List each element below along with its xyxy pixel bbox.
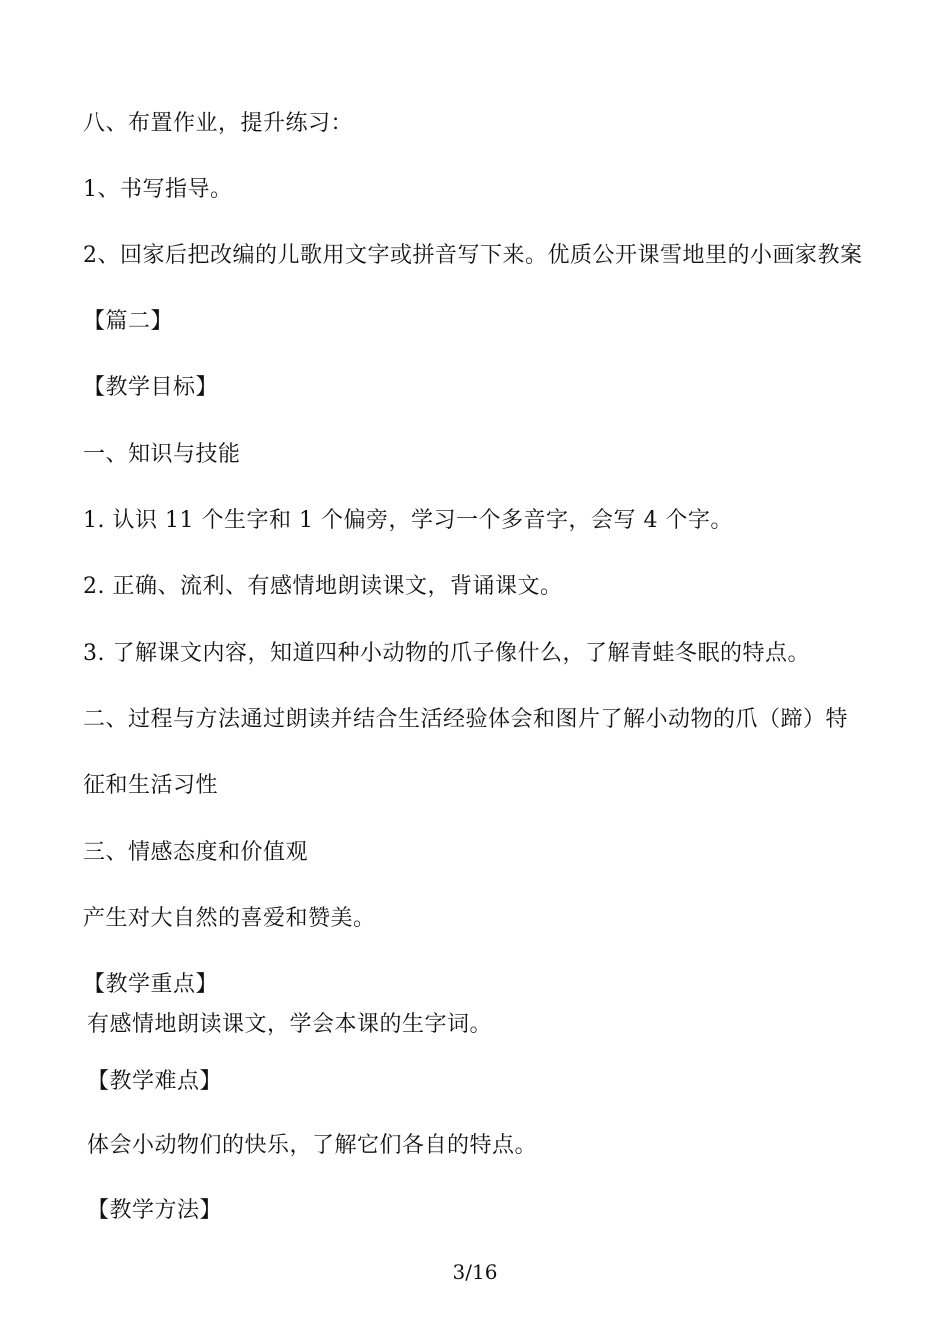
subheading-knowledge-skills: 一、知识与技能: [83, 442, 241, 467]
objective-item-2: 2. 正确、流利、有感情地朗读课文，背诵课文。: [83, 574, 563, 599]
attitudes-values-text: 产生对大自然的喜爱和赞美。: [83, 906, 376, 931]
page-number: 3/16: [452, 1260, 498, 1284]
subheading-attitudes-values: 三、情感态度和价值观: [83, 840, 309, 865]
process-methods-continued: 征和生活习性: [83, 773, 219, 798]
objective-item-3: 3. 了解课文内容，知道四种小动物的爪子像什么，了解青蛙冬眠的特点。: [83, 641, 810, 666]
list-item-homework-task: 2、回家后把改编的儿歌用文字或拼音写下来。优质公开课雪地里的小画家教案: [83, 243, 863, 268]
section-heading-difficulties: 【教学难点】: [87, 1069, 223, 1094]
section-heading-objectives: 【教学目标】: [83, 375, 219, 400]
section-heading-homework: 八、布置作业，提升练习：: [83, 111, 354, 136]
section-heading-key-points: 【教学重点】: [83, 972, 219, 997]
list-item-writing-guidance: 1、书写指导。: [83, 177, 233, 202]
objective-item-1: 1. 认识 11 个生字和 1 个偏旁，学习一个多音字，会写 4 个字。: [83, 508, 733, 533]
chapter-heading: 【篇二】: [83, 309, 174, 334]
section-heading-methods: 【教学方法】: [87, 1198, 223, 1223]
key-points-text: 有感情地朗读课文，学会本课的生字词。: [87, 1012, 493, 1037]
difficulties-text: 体会小动物们的快乐，了解它们各自的特点。: [87, 1133, 538, 1158]
subheading-process-methods: 二、过程与方法通过朗读并结合生活经验体会和图片了解小动物的爪（蹄）特: [83, 707, 849, 732]
